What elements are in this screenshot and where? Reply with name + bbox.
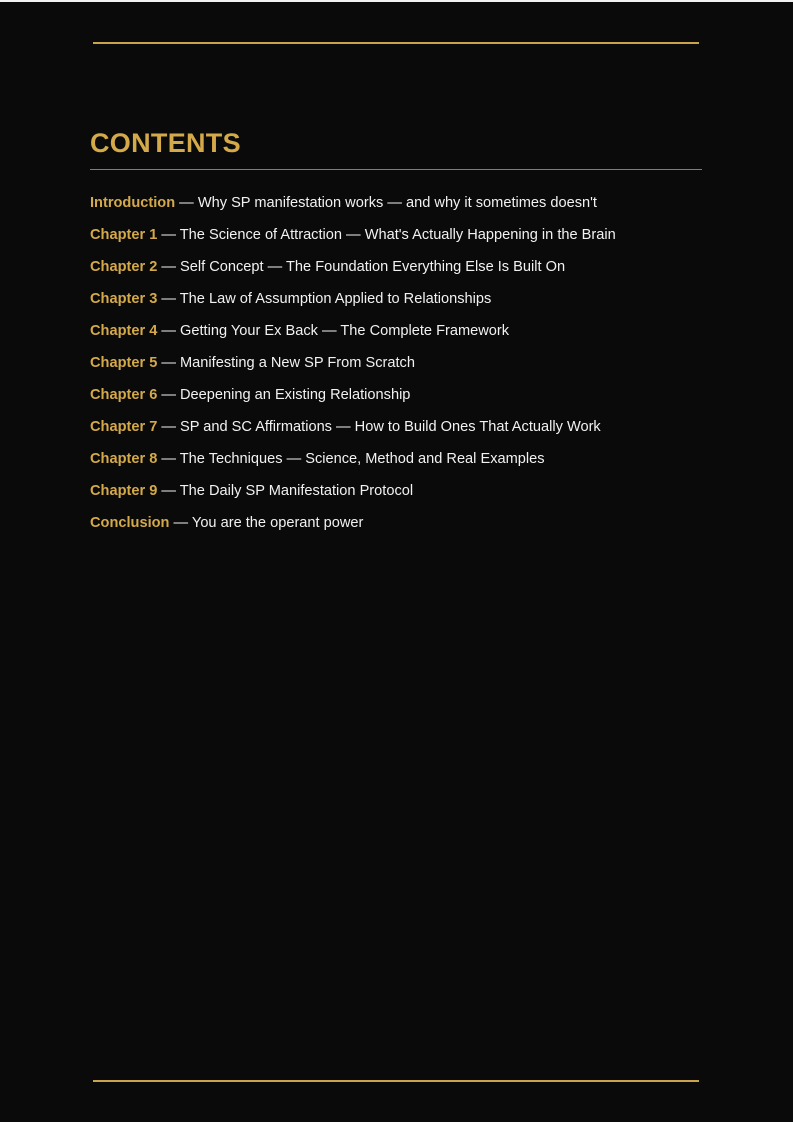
toc-entry-label: Chapter 3 <box>90 291 158 307</box>
table-of-contents <box>90 192 616 544</box>
toc-entry-chapter-7[interactable] <box>90 416 616 448</box>
toc-entry-introduction[interactable] <box>90 192 616 224</box>
toc-entry-title: Self Concept — The Foundation Everything Else Is Built On <box>180 259 566 275</box>
toc-separator: — <box>157 483 180 499</box>
toc-entry-title: You are the operant power <box>191 515 364 531</box>
toc-entry-chapter-5[interactable] <box>90 352 616 384</box>
toc-separator: — <box>157 451 180 467</box>
toc-entry-title: Deepening an Existing Relationship <box>180 387 411 403</box>
toc-entry-label: Chapter 9 <box>90 483 158 499</box>
toc-entry-chapter-9[interactable] <box>90 480 616 512</box>
toc-entry-label: Conclusion <box>90 515 170 531</box>
toc-entry-chapter-6[interactable] <box>90 384 616 416</box>
toc-entry-title: The Daily SP Manifestation Protocol <box>179 483 414 499</box>
toc-entry-title: The Science of Attraction — What's Actually Happening in the Brain <box>179 227 616 243</box>
toc-entry-chapter-8[interactable] <box>90 448 616 480</box>
toc-entry-chapter-1[interactable] <box>90 224 616 256</box>
toc-entry-title: SP and SC Affirmations — How to Build Ones That Actually Work <box>180 419 601 435</box>
toc-entry-title: Why SP manifestation works — and why it sometimes doesn't <box>197 195 597 211</box>
footer-rule <box>93 1080 699 1082</box>
toc-separator: — <box>157 259 181 275</box>
toc-separator: — <box>175 195 198 211</box>
toc-separator: — <box>169 515 192 531</box>
toc-entry-title: The Techniques — Science, Method and Real Examples <box>179 451 545 467</box>
toc-entry-label: Chapter 7 <box>90 419 158 435</box>
toc-entry-label: Chapter 1 <box>90 227 158 243</box>
toc-separator: — <box>157 387 181 403</box>
page-title: CONTENTS <box>90 128 241 158</box>
toc-separator: — <box>157 227 180 243</box>
toc-entry-label: Chapter 6 <box>90 387 158 403</box>
toc-entry-label: Chapter 2 <box>90 259 158 275</box>
page-top-edge <box>0 0 793 2</box>
toc-entry-chapter-4[interactable] <box>90 320 616 352</box>
toc-entry-label: Introduction <box>90 195 176 211</box>
toc-separator: — <box>157 419 181 435</box>
toc-entry-chapter-2[interactable] <box>90 256 616 288</box>
toc-separator: — <box>157 291 180 307</box>
toc-entry-title: Getting Your Ex Back — The Complete Framework <box>180 323 510 339</box>
title-underline <box>90 169 702 170</box>
toc-entry-title: Manifesting a New SP From Scratch <box>180 355 415 371</box>
toc-entry-label: Chapter 8 <box>90 451 158 467</box>
toc-entry-chapter-3[interactable] <box>90 288 616 320</box>
toc-separator: — <box>157 355 181 371</box>
toc-entry-title: The Law of Assumption Applied to Relationships <box>179 291 492 307</box>
toc-separator: — <box>157 323 181 339</box>
header-rule <box>93 42 699 44</box>
toc-entry-label: Chapter 4 <box>90 323 158 339</box>
toc-entry-label: Chapter 5 <box>90 355 158 371</box>
toc-entry-conclusion[interactable] <box>90 512 616 544</box>
